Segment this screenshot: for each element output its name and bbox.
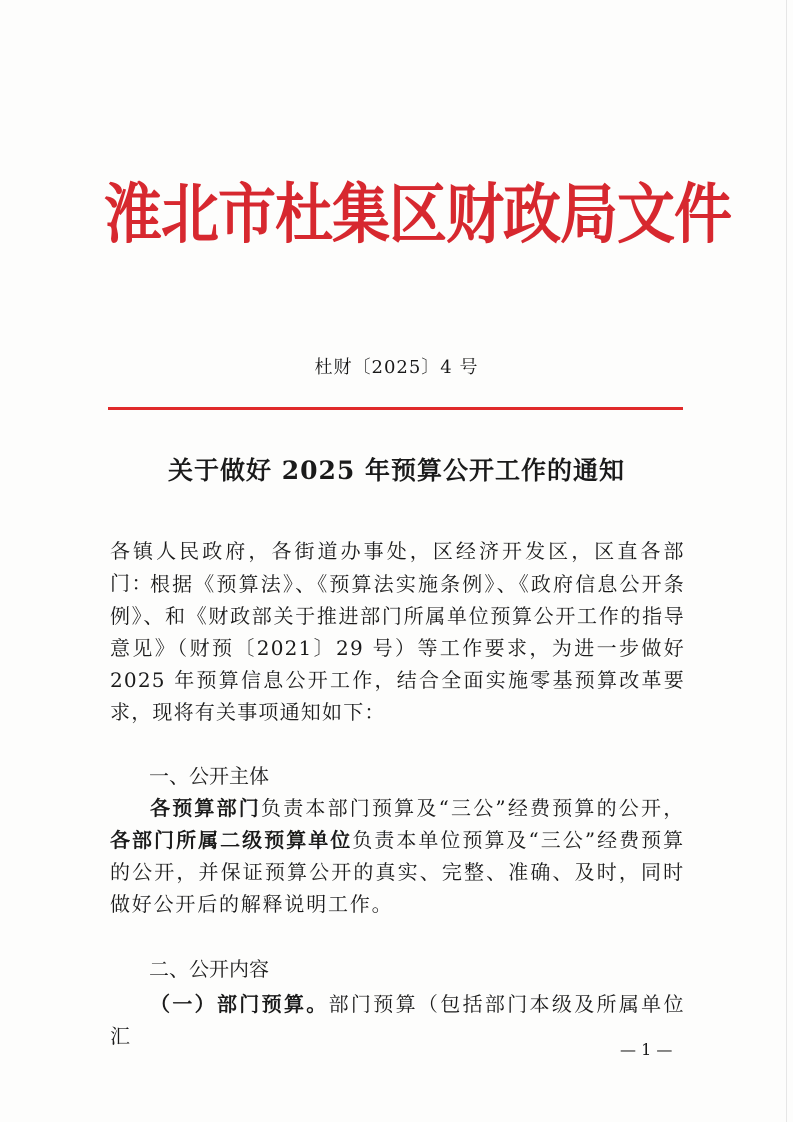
notice-title: 关于做好 2025 年预算公开工作的通知 <box>168 456 625 485</box>
issuer-title: 淮北市杜集区财政局文件 <box>104 176 732 253</box>
section-heading-content: 二、公开内容 <box>149 957 269 981</box>
bold-secondary-units: 各部门所属二级预算单位 <box>110 828 353 852</box>
text-segment: 负责本单位预算及“三公”经费预算的公开，并保证预算公开的真实、完整、准确、及时，同时做好公开后的解释说明工作。 <box>110 828 685 916</box>
paragraph-subject <box>110 792 685 920</box>
document-number: 杜财〔2025〕4 号 <box>314 357 479 378</box>
text-segment: 部门预算（包括部门本级及所属单位汇 <box>110 992 686 1048</box>
bold-budget-departments: 各预算部门 <box>150 796 261 820</box>
section-heading-subject: 一、公开主体 <box>149 764 269 788</box>
page-edge <box>786 0 787 1122</box>
page-number: — 1 — <box>620 1040 673 1059</box>
salutation: 各镇人民政府，各街道办事处，区经济开发区，区直各部门： <box>110 539 685 595</box>
bold-subheading: （一）部门预算。 <box>150 992 329 1016</box>
text-segment: 负责本部门预算及“三公”经费预算的公开， <box>261 796 686 820</box>
paragraph-basis: 根据《预算法》、《预算法实施条例》、《政府信息公开条例》、和《财政部关于推进部门所属单位预算公开工作的指导意见》（财预〔2021〕29 号）等工作要求，为进一步做好 2025 年预算信息公开工作，结合全面实施零基预算改革要求，现将有关事项通知如下： <box>110 572 685 724</box>
paragraph-department-budget <box>110 988 685 1052</box>
red-divider <box>108 407 683 410</box>
